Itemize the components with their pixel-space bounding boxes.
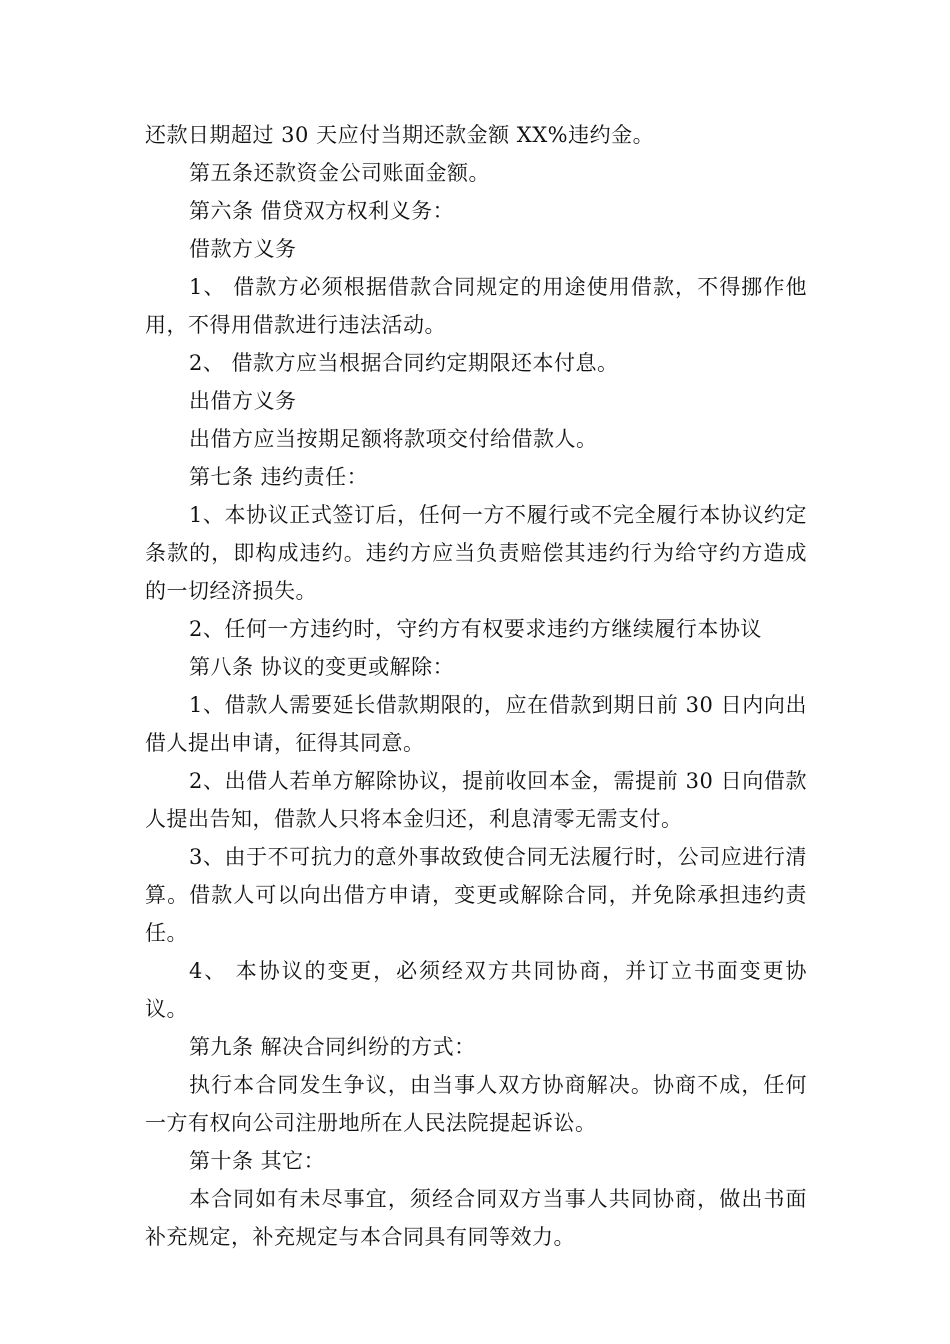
article-10-body: 本合同如有未尽事宜，须经合同双方当事人共同协商，做出书面补充规定，补充规定与本合同具有同等效力。 [145, 1187, 807, 1249]
article-8-heading: 第八条 协议的变更或解除： [189, 655, 455, 679]
article-6-heading: 第六条 借贷双方权利义务： [189, 199, 455, 223]
borrower-obligation-2: 2、 借款方应当根据合同约定期限还本付息。 [189, 351, 619, 375]
document-body [145, 116, 807, 1256]
article-5: 第五条还款资金公司账面金额。 [189, 161, 490, 185]
article-8-clause-3: 3、由于不可抗力的意外事故致使合同无法履行时，公司应进行清算。借款人可以向出借方申请，变更或解除合同，并免除承担违约责任。 [145, 845, 807, 945]
article-10-heading: 第十条 其它： [189, 1149, 326, 1173]
article-9-body: 执行本合同发生争议，由当事人双方协商解决。协商不成，任何一方有权向公司注册地所在人民法院提起诉讼。 [145, 1073, 807, 1135]
borrower-obligations-heading: 借款方义务 [189, 237, 297, 261]
lender-obligations-heading: 出借方义务 [189, 389, 297, 413]
lender-obligation-1: 出借方应当按期足额将款项交付给借款人。 [189, 427, 598, 451]
article-9-heading: 第九条 解决合同纠纷的方式： [189, 1035, 476, 1059]
article-7-clause-2: 2、任何一方违约时，守约方有权要求违约方继续履行本协议 [189, 617, 762, 641]
article-7-clause-1: 1、本协议正式签订后，任何一方不履行或不完全履行本协议约定条款的，即构成违约。违约方应当负责赔偿其违约行为给守约方造成的一切经济损失。 [145, 503, 807, 603]
article-8-clause-2: 2、出借人若单方解除协议，提前收回本金，需提前 30 日向借款人提出告知，借款人只将本金归还，利息清零无需支付。 [145, 769, 807, 831]
borrower-obligation-1: 1、 借款方必须根据借款合同规定的用途使用借款，不得挪作他用，不得用借款进行违法活动。 [145, 275, 807, 337]
article-7-heading: 第七条 违约责任： [189, 465, 369, 489]
article-8-clause-1: 1、借款人需要延长借款期限的，应在借款到期日前 30 日内向出借人提出申请，征得其同意。 [145, 693, 807, 755]
article-8-clause-4: 4、 本协议的变更，必须经双方共同协商，并订立书面变更协议。 [145, 959, 807, 1021]
paragraph-penalty-continued: 还款日期超过 30 天应付当期还款金额 XX%违约金。 [145, 123, 655, 147]
